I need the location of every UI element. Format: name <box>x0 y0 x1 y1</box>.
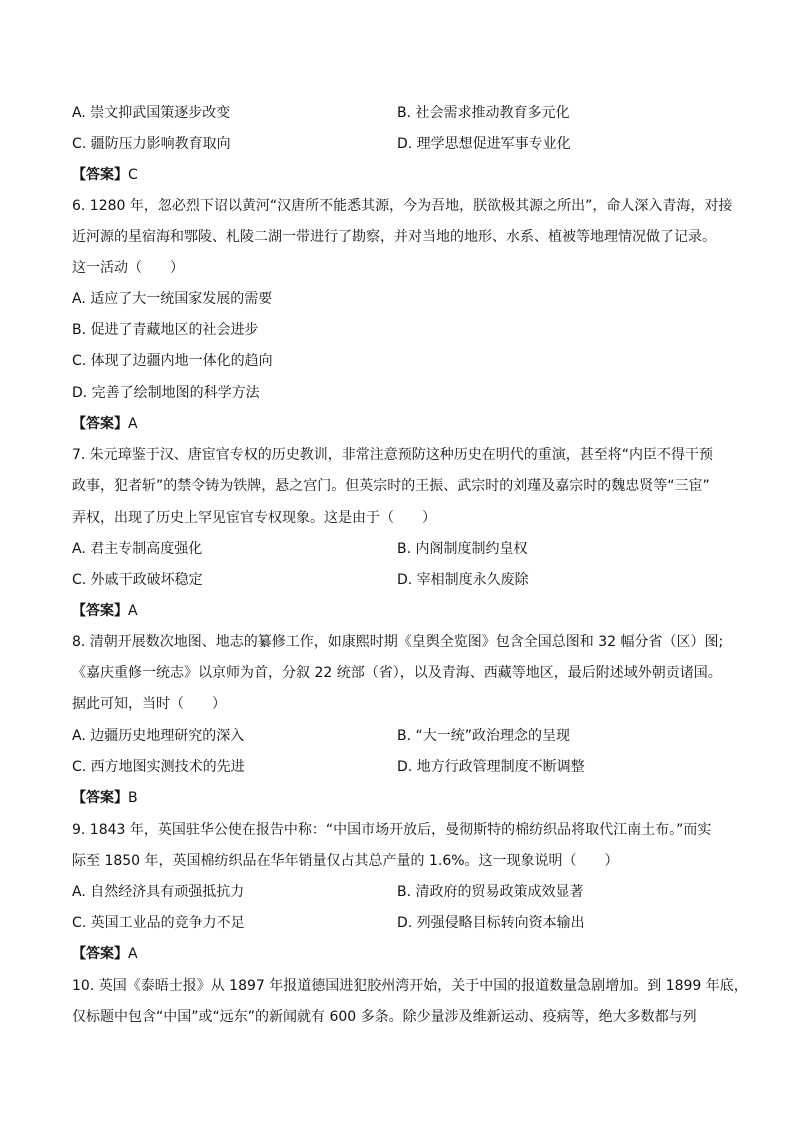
q8-option-d: D. 地方行政管理制度不断调整 <box>397 759 585 775</box>
q9-option-a: A. 自然经济具有顽强抵抗力 <box>72 884 245 900</box>
q9-option-b: B. 清政府的贸易政策成效显著 <box>397 884 584 900</box>
q7-option-c: C. 外戚干政破坏稳定 <box>72 572 203 588</box>
q6-stem-line-3: 这一活动（ ） <box>72 260 184 276</box>
q10-stem-line-1: 10. 英国《泰晤士报》从 1897 年报道德国进犯胶州湾开始，关于中国的报道数量急剧增加。到 1899 年底， <box>72 978 748 994</box>
q8-stem-line-1: 8. 清朝开展数次地图、地志的纂修工作，如康熙时期《皇舆全览图》包含全国总图和 32 幅分省（区）图; <box>72 634 724 650</box>
q7-stem-line-2: 政事，犯者斩”的禁令铸为铁牌，悬之宫门。但英宗时的王振、武宗时的刘瑾及嘉宗时的魏忠贤等“三宦” <box>72 478 710 494</box>
q5-answer <box>72 166 138 184</box>
q7-stem-line-3: 弄权，出现了历史上罕见宦官专权现象。这是由于（ ） <box>72 510 436 526</box>
answer-value: A <box>128 946 138 962</box>
q7-option-a: A. 君主专制高度强化 <box>72 541 203 557</box>
q6-option-b: B. 促进了青藏地区的社会进步 <box>72 322 259 338</box>
q10-stem-line-2: 仅标题中包含“中国”或“远东”的新闻就有 600 多条。除少量涉及维新运动、疫病等，绝大多数都与列 <box>72 1009 697 1025</box>
q5-option-a: A. 崇文抑武国策逐步改变 <box>72 105 231 121</box>
q6-option-c: C. 体现了边疆内地一体化的趋向 <box>72 353 273 369</box>
q5-option-b: B. 社会需求推动教育多元化 <box>397 105 570 121</box>
answer-label: 【答案】 <box>72 416 128 432</box>
q7-option-b: B. 内阁制度制约皇权 <box>397 541 528 557</box>
answer-value: A <box>128 416 138 432</box>
q7-option-d: D. 宰相制度永久废除 <box>397 572 529 588</box>
answer-label: 【答案】 <box>72 946 128 962</box>
q8-stem-line-3: 据此可知，当时（ ） <box>72 696 226 712</box>
q9-answer <box>72 945 138 963</box>
answer-label: 【答案】 <box>72 167 128 183</box>
q6-stem-line-1: 6. 1280 年，忽必烈下诏以黄河“汉唐所不能悉其源，今为吾地，朕欲极其源之所出”，命人深入青海，对接 <box>72 198 733 214</box>
q6-stem-line-2: 近河源的星宿海和鄂陵、札陵二湖一带进行了勘察，并对当地的地形、水系、植被等地理情况做了记录。 <box>72 229 716 245</box>
q5-option-d: D. 理学思想促进军事专业化 <box>397 136 571 152</box>
q8-option-a: A. 边疆历史地理研究的深入 <box>72 728 245 744</box>
q6-answer <box>72 415 138 433</box>
q9-option-c: C. 英国工业品的竞争力不足 <box>72 915 245 931</box>
q7-answer <box>72 602 138 620</box>
answer-label: 【答案】 <box>72 603 128 619</box>
answer-value: B <box>128 790 138 806</box>
q6-option-d: D. 完善了绘制地图的科学方法 <box>72 385 260 401</box>
q7-stem-line-1: 7. 朱元璋鉴于汉、唐宦官专权的历史教训，非常注意预防这种历史在明代的重演，甚至将“内臣不得干预 <box>72 447 714 463</box>
q9-option-d: D. 列强侵略目标转向资本输出 <box>397 915 585 931</box>
q9-stem-line-1: 9. 1843 年，英国驻华公使在报告中称：“中国市场开放后，曼彻斯特的棉纺织品将取代江南土布。”而实 <box>72 822 712 838</box>
answer-value: A <box>128 603 138 619</box>
q8-option-b: B. “大一统”政治理念的呈现 <box>397 728 571 744</box>
q8-option-c: C. 西方地图实测技术的先进 <box>72 759 245 775</box>
answer-value: C <box>128 167 138 183</box>
q6-option-a: A. 适应了大一统国家发展的需要 <box>72 291 273 307</box>
q8-answer <box>72 789 138 807</box>
q8-stem-line-2: 《嘉庆重修一统志》以京师为首，分叙 22 统部（省），以及青海、西藏等地区，最后附述域外朝贡诸国。 <box>72 665 722 681</box>
q5-option-c: C. 疆防压力影响教育取向 <box>72 136 231 152</box>
answer-label: 【答案】 <box>72 790 128 806</box>
q9-stem-line-2: 际至 1850 年，英国棉纺织品在华年销量仅占其总产量的 1.6%。这一现象说明（ ） <box>72 853 619 869</box>
